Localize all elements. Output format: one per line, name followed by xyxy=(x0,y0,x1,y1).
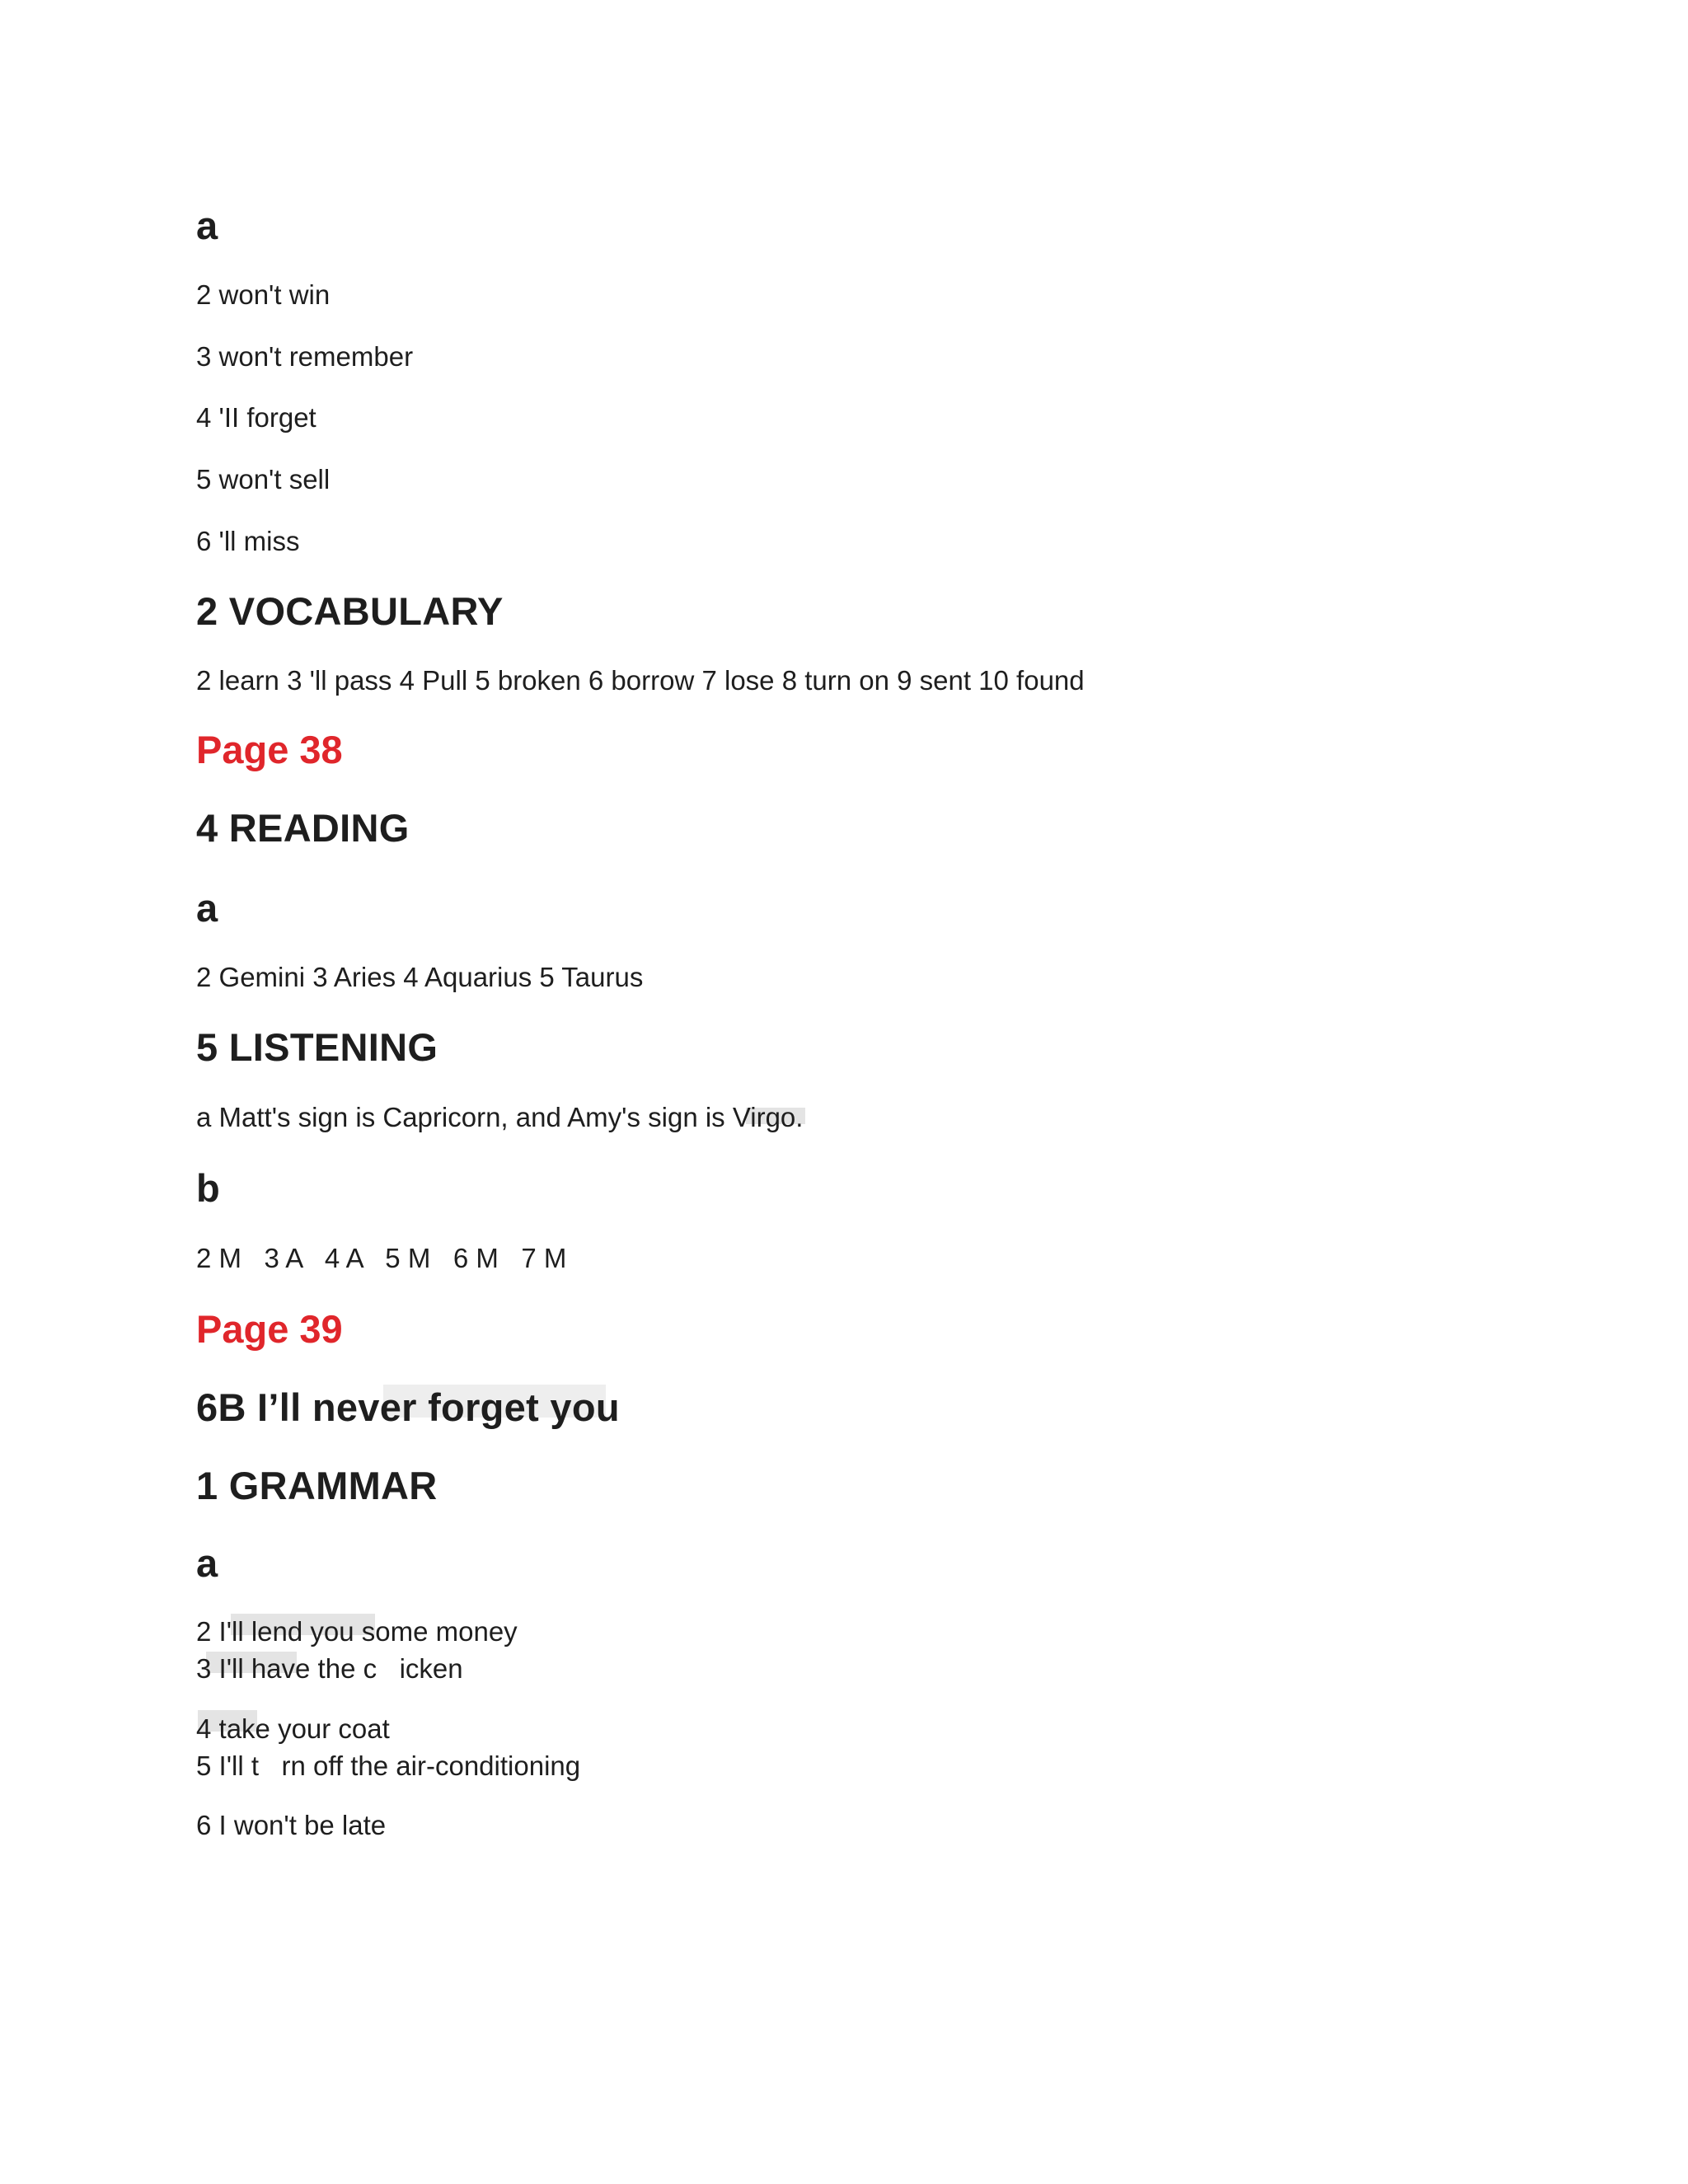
answer-line: 4 take your coat xyxy=(196,1713,390,1744)
page-number-label: Page 38 xyxy=(196,728,343,771)
reading-answers: 2 Gemini 3 Aries 4 Aquarius 5 Taurus xyxy=(196,962,644,992)
answer-line: 4 'II forget xyxy=(196,402,316,433)
reading-heading: 4 READING xyxy=(196,806,410,850)
reading-sub-heading: a xyxy=(196,886,218,930)
grammar-heading: 1 GRAMMAR xyxy=(196,1464,438,1507)
answer-line: 6 'll miss xyxy=(196,526,300,556)
section-a-heading: a xyxy=(196,204,218,247)
page-number-label: Page 39 xyxy=(196,1307,343,1351)
answer-line: 3 won't remember xyxy=(196,341,414,372)
grammar-sub-heading: a xyxy=(196,1541,218,1585)
vocabulary-heading: 2 VOCABULARY xyxy=(196,589,504,633)
listening-answers-b: 2 M 3 A 4 A 5 M 6 M 7 M xyxy=(196,1243,567,1273)
vocabulary-answers: 2 learn 3 'll pass 4 Pull 5 broken 6 borrow 7 lose 8 turn on 9 sent 10 found xyxy=(196,665,1085,696)
answer-line: 3 I'll have the c icken xyxy=(196,1653,463,1684)
answer-line: 5 I'll t rn off the air-conditioning xyxy=(196,1750,581,1781)
answer-line: 5 won't sell xyxy=(196,464,331,494)
answer-line: 6 I won't be late xyxy=(196,1810,387,1840)
listening-heading: 5 LISTENING xyxy=(196,1025,438,1069)
listening-sub-heading-b: b xyxy=(196,1166,220,1210)
lesson-title: 6B I’ll never forget you xyxy=(196,1385,620,1429)
listening-answer-a: a Matt's sign is Capricorn, and Amy's sign is Virgo. xyxy=(196,1102,804,1132)
answer-line: 2 won't win xyxy=(196,279,331,310)
answer-line: 2 I'll lend you some money xyxy=(196,1616,518,1647)
